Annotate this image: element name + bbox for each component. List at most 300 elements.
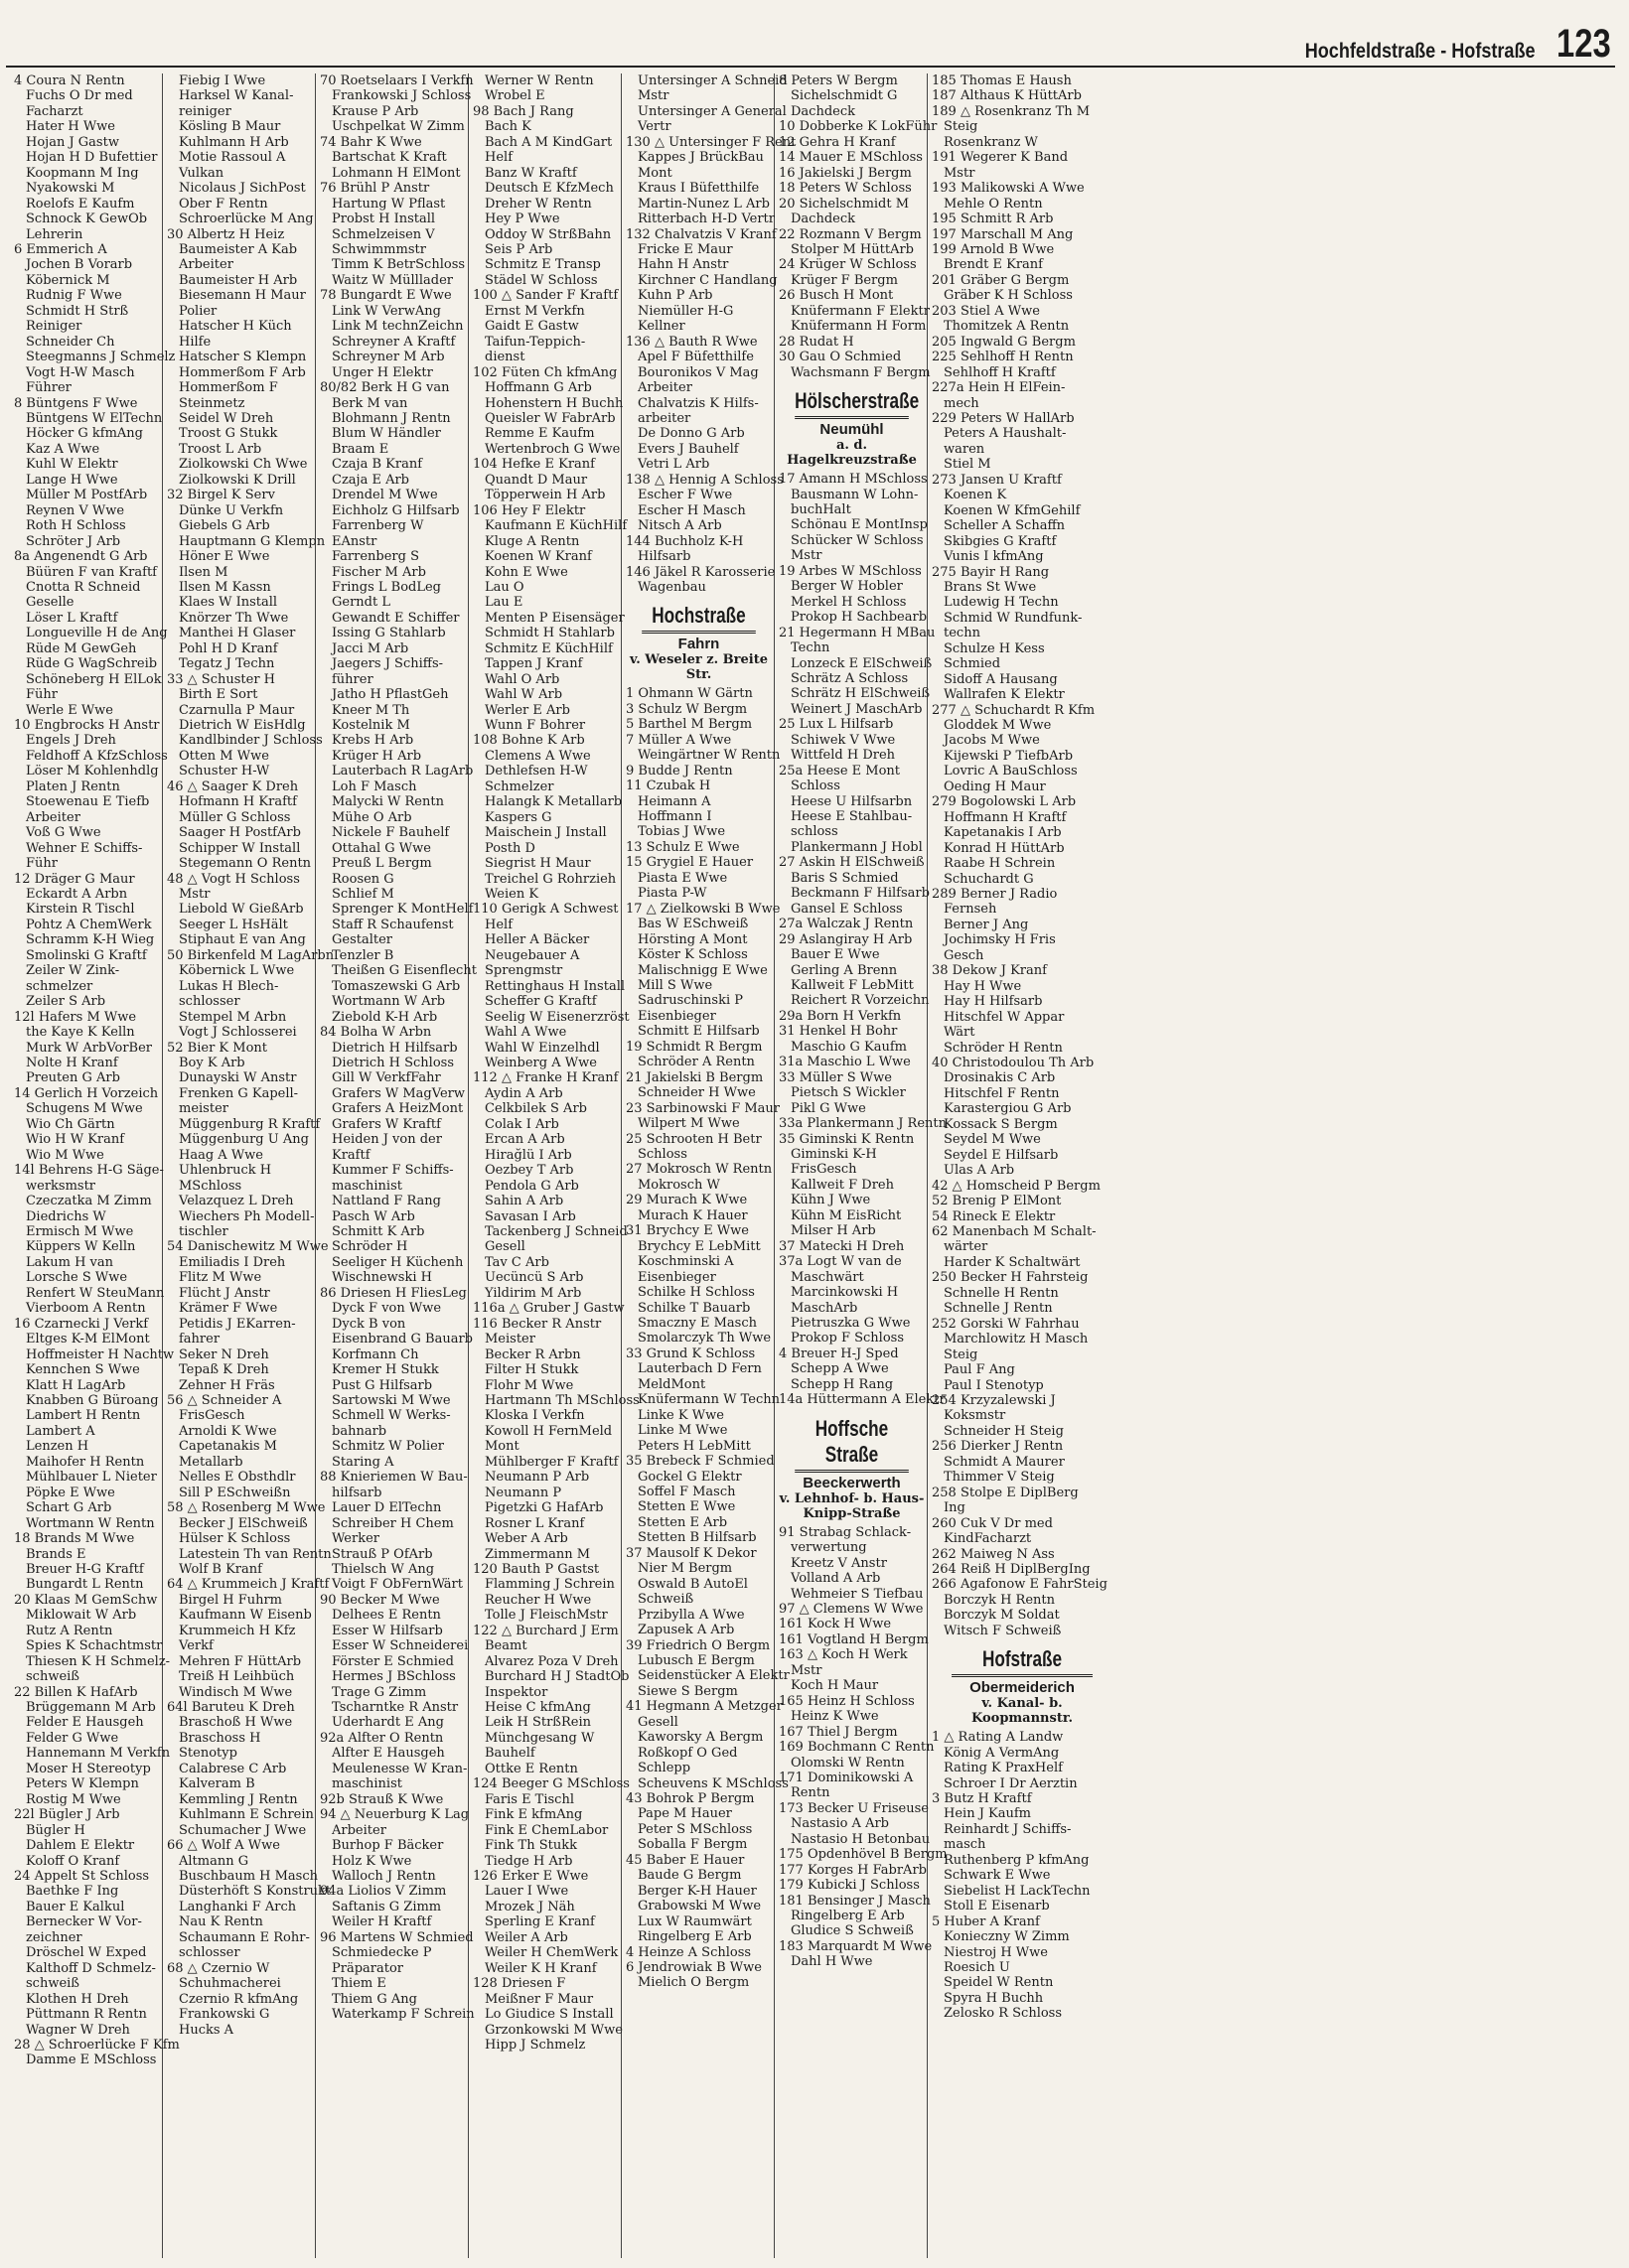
directory-entry: Ringelberg E Arb	[791, 1909, 905, 1924]
directory-entry: Wischnewski H	[332, 1270, 432, 1286]
directory-entry: Ludewig H Techn	[944, 595, 1059, 611]
directory-entry: 205 Ingwald G Bergm	[932, 334, 1076, 350]
directory-entry: Stiel M	[944, 457, 991, 473]
directory-entry: Seelig W Eisenerzröst	[485, 1009, 630, 1025]
directory-entry: 16 Czarnecki J Verkf	[14, 1316, 149, 1332]
directory-entry: 177 Korges H FabrArb	[779, 1862, 927, 1878]
directory-entry: Velazquez L Dreh	[179, 1194, 294, 1209]
directory-entry: 128 Driesen F	[473, 1976, 566, 1992]
directory-entry: Mont	[638, 165, 672, 181]
directory-entry: 10 Dobberke K LokFühr	[779, 119, 938, 135]
directory-entry: Kaufmann E KüchHilf	[485, 518, 628, 534]
directory-entry: Koch H Maur	[791, 1678, 879, 1694]
directory-entry: masch	[944, 1837, 986, 1853]
directory-entry: Reichert R Vorzeichn	[791, 993, 930, 1009]
directory-entry: Schmid W Rundfunk-	[944, 610, 1083, 626]
directory-entry: Schrätz A Schloss	[791, 670, 909, 686]
directory-entry: Metallarb	[179, 1454, 243, 1470]
district-name: Fahrn	[677, 636, 720, 653]
directory-entry: Staring A	[332, 1454, 394, 1470]
directory-entry: Müggenburg R Kraftf	[179, 1116, 321, 1132]
directory-entry: Maihofer H Rentn	[26, 1454, 145, 1470]
directory-entry: Berger K-H Hauer	[638, 1883, 757, 1899]
directory-entry: Fink E kfmAng	[485, 1807, 583, 1823]
directory-entry: Seker N Dreh	[179, 1347, 269, 1362]
directory-entry: 90 Becker M Wwe	[320, 1592, 440, 1608]
directory-entry: Brychcy E LebMitt	[638, 1238, 761, 1254]
directory-entry: Linke K Wwe	[638, 1407, 724, 1423]
directory-entry: Schmidt H Stahlarb	[485, 626, 615, 641]
directory-entry: Reucher H Wwe	[485, 1592, 592, 1608]
directory-entry: König A VermAng	[944, 1745, 1060, 1761]
directory-entry: fahrer	[179, 1332, 221, 1347]
directory-entry: Eckardt A Arbn	[26, 887, 128, 903]
directory-entry: 100 △ Sander F Kraftf	[473, 288, 619, 304]
directory-entry: Schmitt E Hilfsarb	[638, 1024, 760, 1040]
directory-entry: Kraus I Büfetthilfe	[638, 181, 760, 197]
directory-entry: Apel F Büfetthilfe	[638, 350, 754, 365]
directory-entry: Pietruszka G Wwe	[791, 1315, 911, 1331]
directory-entry: hilfsarb	[332, 1485, 382, 1500]
directory-entry: 43 Bohrok P Bergm	[626, 1791, 755, 1807]
directory-entry: Hitschfel W Appar	[944, 1009, 1065, 1025]
directory-entry: Hofmann H Kraftf	[179, 794, 297, 810]
directory-entry: Grafers A HeizMont	[332, 1101, 464, 1117]
directory-entry: Jochimsky H Fris	[944, 932, 1056, 948]
directory-entry: 84 Bolha W Arbn	[320, 1025, 432, 1041]
column-6	[775, 73, 948, 2258]
street-heading: Hoffsche Straße	[795, 1416, 909, 1473]
directory-entry: Peter S MSchloss	[638, 1821, 753, 1837]
directory-entry: 29a Born H Verkfn	[779, 1008, 902, 1024]
directory-entry: Thielsch W Ang	[332, 1561, 435, 1577]
directory-entry: Schmidt H Strß	[26, 303, 129, 319]
directory-entry: Schloss	[638, 1147, 687, 1162]
directory-entry: Kohn E Wwe	[485, 564, 568, 580]
directory-entry: Lauterbach D Fern	[638, 1361, 762, 1377]
directory-entry: Tepaß K Dreh	[179, 1362, 269, 1378]
directory-entry: Paul I Stenotyp	[944, 1377, 1044, 1393]
directory-entry: Gaidt E Gastw	[485, 319, 579, 335]
directory-entry: Emiliadis I Dreh	[179, 1254, 286, 1270]
directory-entry: Fricke E Maur	[638, 241, 733, 257]
directory-entry: 15 Grygiel E Hauer	[626, 855, 754, 871]
directory-entry: 27a Walczak J Rentn	[779, 917, 914, 932]
directory-entry: Schneider H Steig	[944, 1423, 1064, 1439]
directory-entry: Stetten E Wwe	[638, 1499, 736, 1515]
directory-entry: Escher F Wwe	[638, 488, 733, 503]
directory-entry: Beckmann F Hilfsarb	[791, 886, 930, 902]
directory-entry: Thiem E	[332, 1976, 386, 1992]
directory-entry: Sadruschinski P	[638, 993, 744, 1009]
directory-entry: Reiniger	[26, 319, 82, 335]
directory-entry: Schröter J Arb	[26, 533, 121, 549]
directory-entry: schlosser	[179, 1945, 240, 1961]
directory-entry: Calabrese C Arb	[179, 1761, 287, 1776]
directory-entry: Müggenburg U Ang	[179, 1132, 309, 1148]
directory-entry: Stoll E Eisenarb	[944, 1899, 1050, 1914]
directory-entry: Jacobs M Wwe	[944, 733, 1040, 749]
column-3	[316, 73, 477, 2258]
directory-entry: 9 Budde J Rentn	[626, 763, 733, 779]
directory-entry: 92b Strauß K Wwe	[320, 1791, 444, 1807]
directory-entry: Waitz W Mülllader	[332, 272, 453, 288]
directory-entry: Oezbey T Arb	[485, 1163, 574, 1179]
directory-entry: Kaufmann W Eisenb	[179, 1608, 312, 1624]
directory-entry: Wagenbau	[638, 579, 706, 595]
directory-entry: 14 Mauer E MSchloss	[779, 150, 923, 166]
directory-entry: Dahlem E Elektr	[26, 1838, 135, 1854]
directory-entry: Schwimmmstr	[332, 241, 426, 257]
directory-entry: Theißen G Eisenflecht	[332, 963, 477, 979]
directory-entry: Breuer H-G Kraftf	[26, 1561, 144, 1577]
directory-entry: Mühlberger F Kraftf	[485, 1454, 619, 1470]
directory-entry: 76 Brühl P Anstr	[320, 181, 430, 197]
directory-entry: 189 △ Rosenkranz Th M	[932, 103, 1091, 119]
directory-entry: Tobias J Wwe	[638, 824, 726, 840]
directory-entry: Fiebig I Wwe	[179, 73, 266, 88]
directory-entry: Dahl H Wwe	[791, 1954, 873, 1970]
directory-entry: Eisenbieger	[638, 1008, 716, 1024]
directory-entry: Hojan J Gastw	[26, 134, 119, 150]
directory-entry: schweiß	[26, 1669, 79, 1685]
directory-entry: Schuster H-W	[179, 764, 270, 780]
directory-entry: 56 △ Schneider A	[167, 1392, 282, 1408]
directory-entry: Kuhl W Elektr	[26, 457, 118, 473]
directory-entry: Merkel H Schloss	[791, 594, 907, 610]
directory-entry: Peters W Klempn	[26, 1776, 139, 1792]
directory-entry: Berger W Hobler	[791, 579, 903, 595]
directory-entry: Hommerßom F	[179, 380, 278, 396]
directory-entry: Hey P Wwe	[485, 212, 560, 227]
directory-entry: 250 Becker H Fahrsteig	[932, 1270, 1089, 1286]
directory-entry: Fernseh	[944, 902, 997, 918]
directory-entry: Spies K Schachtmstr	[26, 1638, 163, 1654]
directory-entry: Korfmann Ch	[332, 1347, 419, 1362]
directory-entry: Sperling E Kranf	[485, 1914, 595, 1930]
directory-entry: Ziebold K-H Arb	[332, 1009, 438, 1025]
directory-entry: Dietrich W EisHdlg	[179, 718, 306, 734]
directory-entry: Yildirim M Arb	[485, 1285, 582, 1301]
directory-entry: Krüger H Arb	[332, 748, 422, 764]
directory-entry: dienst	[485, 350, 525, 365]
directory-entry: Kirchner C Handlang	[638, 272, 778, 288]
directory-entry: Treichel G Rohrzieh	[485, 871, 617, 887]
directory-entry: Filter H Stukk	[485, 1362, 579, 1378]
directory-entry: Skibgies G Kraftf	[944, 533, 1057, 549]
directory-entry: Wahl O Arb	[485, 671, 560, 687]
directory-entry: Schreiber H Chem	[332, 1515, 454, 1531]
directory-entry: Bouronikos V Mag	[638, 364, 759, 380]
directory-entry: Zehner H Fräs	[179, 1377, 275, 1393]
directory-entry: Spyra H Buchh	[944, 1990, 1044, 2006]
directory-entry: Kemmling J Rentn	[179, 1791, 298, 1807]
directory-entry: Untersinger A Schneid	[638, 73, 788, 88]
directory-entry: Ziolkowski Ch Wwe	[179, 457, 308, 473]
directory-entry: verwertung	[791, 1540, 867, 1556]
street-range: a. d. Hagelkreuzstraße	[787, 438, 917, 469]
directory-entry: 24 Krüger W Schloss	[779, 257, 917, 273]
directory-entry: Steegmanns J Schmelz	[26, 350, 176, 365]
directory-entry: 161 Vogtland H Bergm	[779, 1631, 929, 1647]
directory-entry: Baumeister A Kab	[179, 241, 298, 257]
directory-entry: 11 Czubak H	[626, 779, 711, 794]
directory-entry: Bernecker W Vor-	[26, 1914, 142, 1930]
directory-entry: Gerling A Brenn	[791, 962, 898, 978]
directory-entry: Plankermann J Hobl	[791, 839, 923, 855]
directory-entry: 161 Kock H Wwe	[779, 1617, 892, 1632]
directory-entry: Otten M Wwe	[179, 748, 269, 764]
directory-entry: Höcker G kfmAng	[26, 426, 143, 442]
directory-entry: Schuchardt G	[944, 871, 1034, 887]
directory-entry: Deutsch E KfzMech	[485, 181, 614, 197]
directory-entry: 120 Bauth P Gastst	[473, 1561, 600, 1577]
directory-entry: Rating K PraxHelf	[944, 1761, 1063, 1776]
directory-entry: 78 Bungardt E Wwe	[320, 288, 452, 304]
directory-entry: 14a Hüttermann A Elektr	[779, 1392, 946, 1408]
directory-entry: Thimmer V Steig	[944, 1470, 1055, 1486]
directory-entry: Helf	[485, 150, 513, 166]
directory-entry: Marcinkowski H	[791, 1285, 899, 1301]
directory-entry: Liebold W GießArb	[179, 902, 304, 918]
directory-entry: schmelzer	[26, 978, 93, 994]
directory-entry: Longueville H de Ang	[26, 626, 168, 641]
street-range: v. Weseler z. Breite Str.	[629, 652, 769, 683]
directory-entry: schweiß	[26, 1976, 79, 1992]
directory-entry: Nelles E Obsthdlr	[179, 1470, 296, 1486]
directory-entry: techn	[944, 626, 980, 641]
directory-entry: 4 Breuer H-J Sped	[779, 1346, 899, 1361]
directory-entry: Seydel E Hilfsarb	[944, 1147, 1059, 1163]
directory-entry: 64l Baruteu K Dreh	[167, 1700, 295, 1716]
directory-entry: Schnelle J Rentn	[944, 1301, 1053, 1317]
directory-entry: Eisenbieger	[638, 1269, 716, 1285]
directory-entry: 136 △ Bauth R Wwe	[626, 334, 758, 350]
directory-entry: Zimmermann M	[485, 1546, 591, 1562]
directory-entry: Staff R Schaufenst	[332, 917, 454, 932]
directory-entry: Saftanis G Zimm	[332, 1899, 442, 1914]
directory-entry: Konieczny W Zimm	[944, 1929, 1070, 1945]
directory-entry: Seeger L HsHält	[179, 917, 288, 932]
directory-entry: Grafers W MagVerw	[332, 1085, 465, 1101]
directory-entry: Schugens M Wwe	[26, 1101, 143, 1117]
directory-entry: 14l Behrens H-G Säge-	[14, 1163, 164, 1179]
directory-entry: 29 Murach K Wwe	[626, 1193, 748, 1208]
directory-entry: 21 Jakielski B Bergm	[626, 1069, 764, 1085]
directory-entry: Präparator	[332, 1960, 404, 1976]
directory-entry: Kalthoff D Schmelz-	[26, 1960, 156, 1976]
directory-entry: 37a Logt W van de	[779, 1254, 902, 1270]
directory-entry: Giminski K-H	[791, 1147, 877, 1162]
directory-entry: Kijewski P TiefbArb	[944, 748, 1074, 764]
directory-entry: Bungardt L Rentn	[26, 1577, 144, 1593]
directory-entry: Evers J Bauhelf	[638, 441, 739, 457]
directory-entry: Weiler K H Kranf	[485, 1960, 597, 1976]
directory-entry: 64 △ Krummeich J Kraftf	[167, 1577, 330, 1593]
directory-entry: Lovric A BauSchloss	[944, 764, 1078, 780]
directory-entry: 25a Heese E Mont	[779, 763, 901, 779]
directory-entry: Malischnigg E Wwe	[638, 962, 768, 978]
directory-entry: Werner W Rentn	[485, 73, 594, 88]
directory-entry: 31 Brychcy E Wwe	[626, 1223, 750, 1239]
directory-entry: Krämer F Wwe	[179, 1301, 278, 1317]
directory-entry: maschinist	[332, 1178, 402, 1194]
directory-entry: Nastasio H Betonbau	[791, 1831, 931, 1847]
directory-entry: Seidel W Dreh	[179, 410, 274, 426]
directory-entry: Borczyk H Rentn	[944, 1592, 1055, 1608]
directory-entry: Berner J Ang	[944, 917, 1029, 932]
directory-entry: 19 Arbes W MSchloss	[779, 563, 922, 579]
directory-entry: Lauer D ElTechn	[332, 1500, 442, 1516]
directory-entry: Witsch F Schweiß	[944, 1623, 1062, 1638]
directory-entry: Vogt H-W Masch	[26, 364, 135, 380]
directory-entry: Bartschat K Kraft	[332, 150, 447, 166]
directory-entry: Frankowski J Schloss	[332, 88, 472, 104]
directory-entry: Ulas A Arb	[944, 1163, 1015, 1179]
directory-entry: Farrenberg W	[332, 518, 424, 534]
directory-entry: Kellner	[638, 319, 685, 335]
directory-entry: Altmann G	[179, 1853, 249, 1869]
directory-entry: Dyck B von	[332, 1316, 406, 1332]
directory-entry: Hoffmeister H Nachtw	[26, 1347, 175, 1362]
directory-entry: Tscharntke R Anstr	[332, 1700, 459, 1716]
directory-entry: Olomski W Rentn	[791, 1755, 905, 1771]
directory-entry: Frenken G Kapell-	[179, 1085, 299, 1101]
directory-entry: Drendel M Wwe	[332, 488, 438, 503]
directory-entry: Paul F Ang	[944, 1362, 1015, 1378]
directory-entry: Führ	[26, 856, 58, 872]
directory-entry: Maischein J Install	[485, 825, 607, 841]
directory-entry: Köster K Schloss	[638, 947, 748, 963]
directory-entry: Höner E Wwe	[179, 549, 270, 565]
directory-entry: 96 Martens W Schmied	[320, 1929, 474, 1945]
directory-entry: 18 Brands M Wwe	[14, 1531, 135, 1547]
directory-entry: Wio H W Kranf	[26, 1132, 125, 1148]
directory-entry: 29 Aslangiray H Arb	[779, 931, 913, 947]
directory-entry: Quandt D Maur	[485, 472, 588, 488]
directory-entry: Scheffer G Kraftf	[485, 994, 597, 1010]
directory-entry: Siegrist H Maur	[485, 856, 591, 872]
directory-entry: Kostelnik M	[332, 718, 410, 734]
directory-entry: schloss	[791, 824, 838, 840]
directory-entry: Uschpelkat W Zimm	[332, 119, 465, 135]
directory-entry: 116a △ Gruber J Gastw	[473, 1301, 625, 1317]
directory-entry: 42 △ Homscheid P Bergm	[932, 1178, 1101, 1194]
directory-entry: 33 Grund K Schloss	[626, 1346, 756, 1361]
directory-entry: Damme E MSchloss	[26, 2053, 157, 2068]
directory-entry: 163 △ Koch H Werk	[779, 1647, 908, 1663]
directory-entry: 110 Gerigk A Schwest	[473, 902, 619, 918]
directory-entry: FrisGesch	[791, 1162, 857, 1178]
directory-entry: Pietsch S Wickler	[791, 1085, 906, 1101]
directory-entry: Gräber K H Schloss	[944, 288, 1073, 304]
directory-entry: Timm K BetrSchloss	[332, 257, 466, 273]
directory-entry: FrisGesch	[179, 1408, 245, 1424]
directory-entry: 7 Müller A Wwe	[626, 732, 732, 748]
page-header	[1267, 18, 1611, 64]
directory-entry: Kühn J Wwe	[791, 1193, 871, 1208]
column-5	[622, 73, 797, 2258]
directory-entry: Küppers W Kelln	[26, 1239, 136, 1255]
directory-entry: 197 Marschall M Ang	[932, 226, 1074, 242]
directory-entry: Brendt E Kranf	[944, 257, 1043, 273]
directory-entry: Stetten B Hilfsarb	[638, 1530, 757, 1546]
directory-entry: Lambert A	[26, 1423, 95, 1439]
column-4	[469, 73, 640, 2258]
directory-entry: the Kaye K Kelln	[26, 1025, 135, 1041]
directory-entry: Techn	[791, 640, 830, 656]
directory-entry: Frankowski G	[179, 2007, 270, 2023]
directory-entry: 33 Müller S Wwe	[779, 1069, 892, 1085]
directory-entry: arbeiter	[638, 410, 691, 426]
directory-entry: Neumann P Arb	[485, 1470, 590, 1486]
directory-entry: Rosner L Kranf	[485, 1515, 585, 1531]
directory-entry: Renfert W SteuMann	[26, 1285, 165, 1301]
directory-entry: Lauterbach R LagArb	[332, 764, 474, 780]
directory-entry: Stegemann O Rentn	[179, 856, 312, 872]
directory-entry: zeichner	[26, 1929, 82, 1945]
directory-entry: 35 Brebeck F Schmied	[626, 1454, 775, 1470]
directory-entry: 3 Butz H Kraftf	[932, 1791, 1032, 1807]
directory-entry: Bügler H	[26, 1822, 85, 1838]
directory-entry: 20 Sichelschmidt M	[779, 196, 910, 212]
directory-entry: 112 △ Franke H Kranf	[473, 1070, 619, 1086]
directory-entry: Kallweit F Dreh	[791, 1177, 894, 1193]
directory-entry: Knabben G Büroang	[26, 1392, 159, 1408]
directory-entry: Lukas H Blech-	[179, 978, 279, 994]
directory-entry: Schröder H Rentn	[944, 1040, 1063, 1056]
directory-entry: 106 Hey F Elektr	[473, 502, 586, 518]
directory-entry: 91 Strabag Schlack-	[779, 1524, 912, 1540]
directory-entry: 275 Bayir H Rang	[932, 564, 1050, 580]
directory-entry: Rüde M GewGeh	[26, 640, 137, 656]
directory-entry: Steig	[944, 1347, 978, 1362]
directory-entry: Jatho H PflastGeh	[332, 687, 449, 703]
directory-entry: Flohr M Wwe	[485, 1377, 574, 1393]
directory-entry: Issing G Stahlarb	[332, 626, 446, 641]
directory-entry: Wunn F Bohrer	[485, 718, 586, 734]
directory-entry: Ercan A Arb	[485, 1132, 565, 1148]
directory-entry: 262 Maiweg N Ass	[932, 1546, 1055, 1562]
directory-entry: 68 △ Czernio W	[167, 1960, 270, 1976]
directory-entry: 41 Hegmann A Metzger	[626, 1699, 783, 1715]
directory-entry: Piasta E Wwe	[638, 870, 728, 886]
directory-entry: Bach A M KindGart	[485, 134, 613, 150]
directory-entry: Kneer M Th	[332, 702, 410, 718]
directory-entry: Sill P ESchweißn	[179, 1485, 291, 1500]
directory-entry: Flamming J Schrein	[485, 1577, 615, 1593]
directory-entry: Schilke H Schloss	[638, 1285, 755, 1301]
header-rule	[6, 66, 1615, 68]
directory-entry: Schnelle H Rentn	[944, 1285, 1059, 1301]
directory-entry: Preuten G Arb	[26, 1070, 120, 1086]
directory-entry: Gestalter	[332, 932, 393, 948]
directory-entry: Nyakowski M	[26, 181, 115, 197]
directory-entry: Fink E ChemLabor	[485, 1822, 609, 1838]
directory-entry: Ober F Rentn	[179, 196, 268, 212]
directory-entry: 94a Liolios V Zimm	[320, 1884, 447, 1900]
directory-entry: Marchlowitz H Masch	[944, 1332, 1089, 1347]
directory-entry: 22 Billen K HafArb	[14, 1684, 138, 1700]
directory-entry: Karastergiou G Arb	[944, 1101, 1072, 1117]
directory-entry: bahnarb	[332, 1423, 387, 1439]
directory-entry: Trage G Zimm	[332, 1684, 427, 1700]
directory-entry: Schmiedecke P	[332, 1945, 432, 1961]
directory-entry: 21 Hegermann H MBau	[779, 625, 936, 640]
directory-entry: Schöneberg H ElLok	[26, 671, 162, 687]
directory-entry: Schmied	[944, 656, 1001, 672]
directory-entry: 12 Dräger G Maur	[14, 871, 135, 887]
